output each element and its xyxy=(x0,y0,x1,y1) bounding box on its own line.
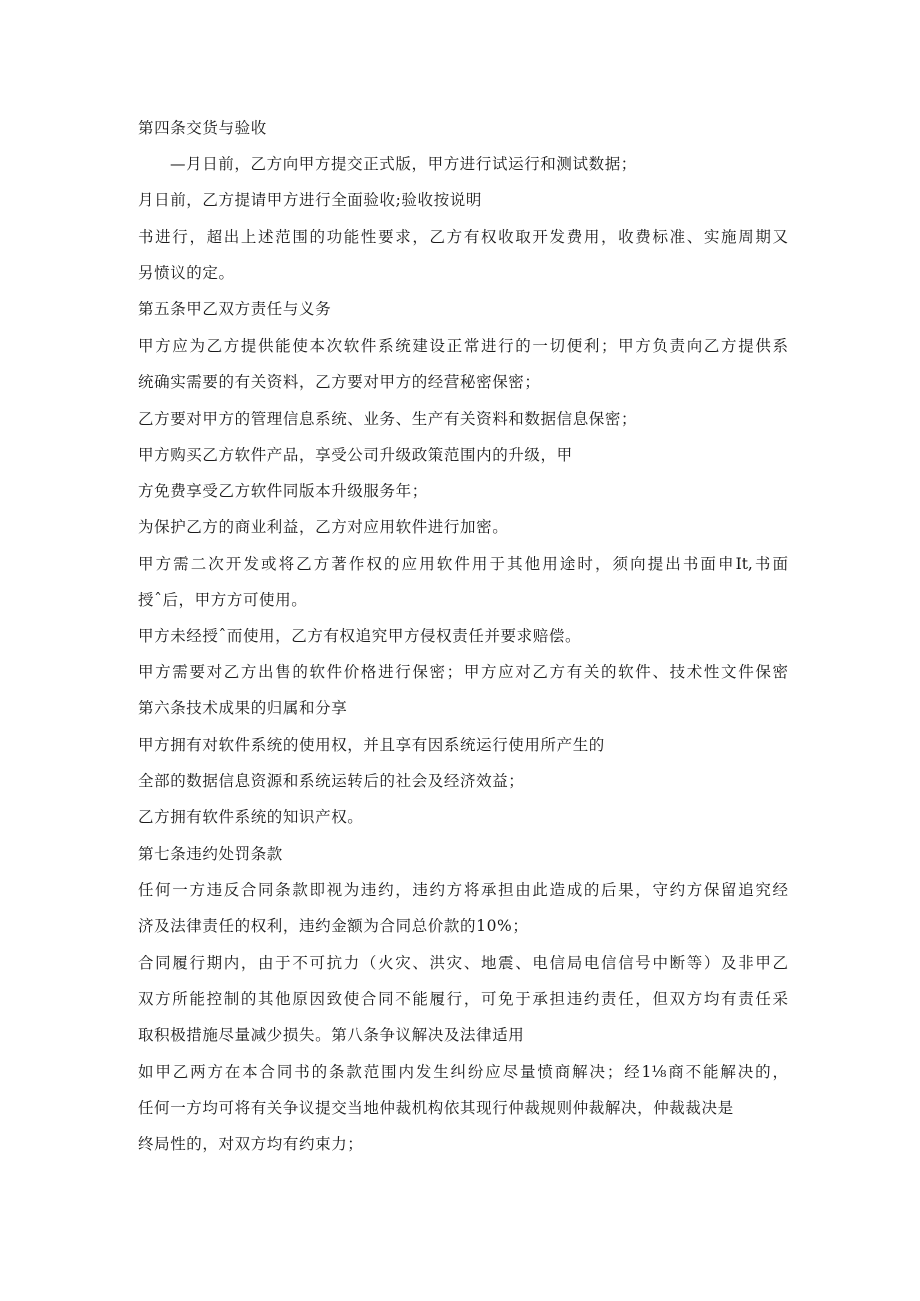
paragraph-line: 甲方需要对乙方出售的软件价格进行保密；甲方应对乙方有关的软件、技术性文件保密 xyxy=(138,663,788,681)
paragraph-line: 乙方要对甲方的管理信息系统、业务、生产有关资料和数据信息保密； xyxy=(138,410,638,428)
paragraph-line: 方免费享受乙方软件同版本升级服务年； xyxy=(138,482,428,500)
paragraph-line: 合同履行期内，由于不可抗力（火灾、洪灾、地震、电信局电信信号中断等）及非甲乙 xyxy=(138,954,788,972)
paragraph-line: 如甲乙两方在本合同书的条款范围内发生纠纷应尽量愤商解决；经1⅛商不能解决的， xyxy=(138,1063,788,1081)
paragraph-line: 为保护乙方的商业利益，乙方对应用软件进行加密。 xyxy=(138,518,509,536)
paragraph-line: 月日前，乙方提请甲方进行全面验收;验收按说明 xyxy=(138,191,482,209)
section-heading: 第五条甲乙双方责任与义务 xyxy=(138,300,332,318)
paragraph-line: 授ˆ后，甲方方可使用。 xyxy=(138,591,308,609)
paragraph-line: 任何一方违反合同条款即视为违约，违约方将承担由此造成的后果，守约方保留追究经 xyxy=(138,881,788,899)
paragraph-line: 另愤议的定。 xyxy=(138,264,235,282)
paragraph-line: 书进行，超出上述范围的功能性要求，乙方有权收取开发费用，收费标准、实施周期又 xyxy=(138,228,788,246)
paragraph-line: 甲方需二次开发或将乙方著作权的应用软件用于其他用途时，须向提出书面申It,书面 xyxy=(138,555,789,573)
paragraph-line: 统确实需要的有关资料，乙方要对甲方的经营秘密保密； xyxy=(138,373,541,391)
paragraph-line: 济及法律责任的权利，违约金额为合同总价款的10%； xyxy=(138,917,529,935)
section-heading: 第七条违约处罚条款 xyxy=(138,845,283,863)
paragraph-line: 甲方购买乙方软件产品，享受公司升级政策范围内的升级，甲 xyxy=(138,446,573,464)
paragraph-line: 双方所能控制的其他原因致使合同不能履行，可免于承担违约责任，但双方均有责任采 xyxy=(138,990,788,1008)
paragraph-line: 取积极措施尽量减少损失。第八条争议解决及法律适用 xyxy=(138,1026,525,1044)
paragraph-line: 终局性的，对双方均有约束力； xyxy=(138,1135,364,1153)
section-heading: 第六条技术成果的归属和分享 xyxy=(138,699,348,717)
section-heading: 第四条交货与验收 xyxy=(138,119,267,137)
paragraph-line: —月日前，乙方向甲方提交正式版，甲方进行试运行和测试数据； xyxy=(170,155,637,173)
paragraph-line: 甲方未经授ˆ而使用，乙方有权追究甲方侵权责任并要求赔偿。 xyxy=(138,627,582,645)
paragraph-line: 全部的数据信息资源和系统运转后的社会及经济效益； xyxy=(138,772,525,790)
paragraph-line: 任何一方均可将有关争议提交当地仲裁机构依其现行仲裁规则仲裁解决，仲裁裁决是 xyxy=(138,1099,734,1117)
paragraph-line: 甲方拥有对软件系统的使用权，并且享有因系统运行使用所产生的 xyxy=(138,736,605,754)
paragraph-line: 甲方应为乙方提供能使本次软件系统建设正常进行的一切便利；甲方负责向乙方提供系 xyxy=(138,337,788,355)
paragraph-line: 乙方拥有软件系统的知识产权。 xyxy=(138,808,364,826)
